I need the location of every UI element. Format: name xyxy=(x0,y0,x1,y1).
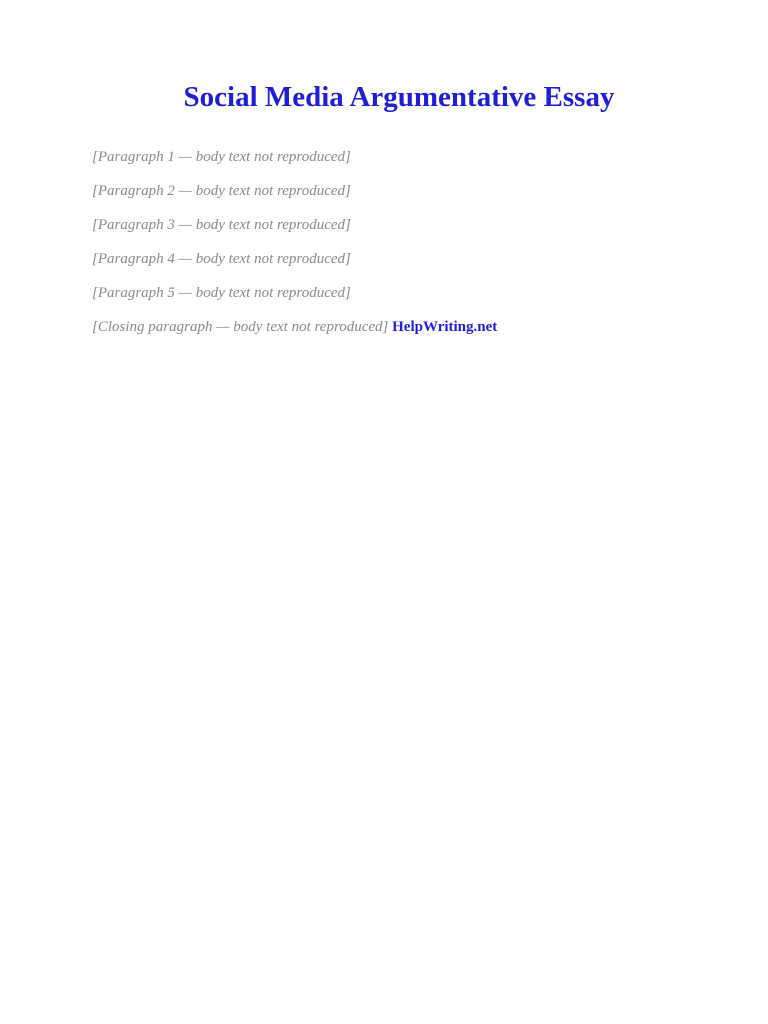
helpwriting-link[interactable]: HelpWriting.net xyxy=(392,318,498,335)
closing-paragraph-text: [Closing paragraph — body text not reproduced] xyxy=(92,318,389,335)
closing-paragraph xyxy=(92,319,706,336)
paragraph-3: [Paragraph 3 — body text not reproduced] xyxy=(92,216,351,233)
paragraph-1: [Paragraph 1 — body text not reproduced] xyxy=(92,148,351,165)
paragraph-5: [Paragraph 5 — body text not reproduced] xyxy=(92,284,351,301)
paragraph-4: [Paragraph 4 — body text not reproduced] xyxy=(92,250,351,267)
paragraph-2: [Paragraph 2 — body text not reproduced] xyxy=(92,182,351,199)
document-title: Social Media Argumentative Essay xyxy=(183,81,615,113)
